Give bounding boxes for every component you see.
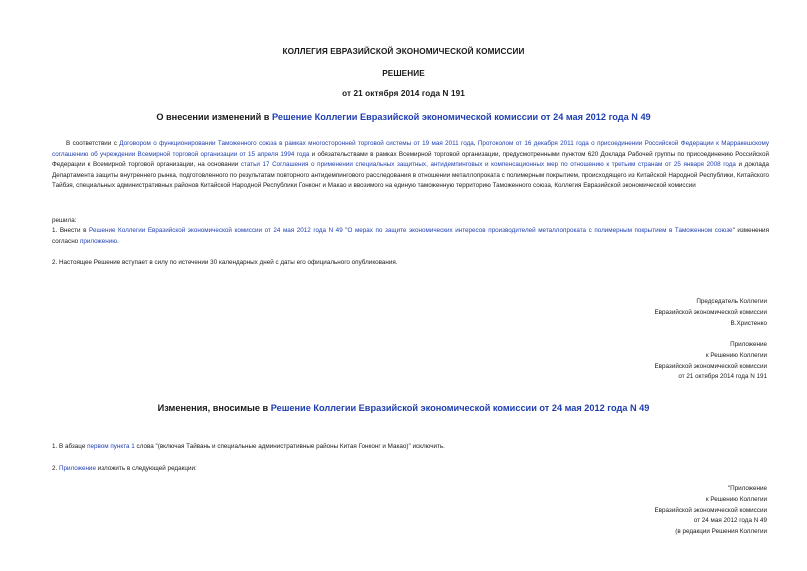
org-heading: КОЛЛЕГИЯ ЕВРАЗИЙСКОЙ ЭКОНОМИЧЕСКОЙ КОМИССИИ — [282, 47, 525, 56]
appendix-ref-line-3: Евразийской экономической комиссии — [654, 362, 767, 370]
agreement-article-17-link[interactable]: статьи 17 Соглашения о применении специальных защитных, антидемпинговых и компенсационных мер по отношению к третьим странам от 25 января 2008 года — [240, 161, 736, 169]
signature-line-1: Председатель Коллегии — [696, 298, 767, 305]
protocol-link[interactable]: Протоколом от 16 декабря 2011 года о присоединении Российской Федерации к Марракешскому соглашению об учреждении Всемирной торговой организации от 15 апреля 1994 года — [52, 140, 770, 158]
decision-title-prefix: О внесении изменений в — [156, 112, 272, 122]
item-1-text-4: . — [116, 237, 119, 245]
new-appendix-block — [654, 484, 767, 538]
new-appendix-line-2: к Решению Коллегии — [705, 495, 767, 503]
new-appendix-line-5: (в редакции Решения Коллегии — [675, 528, 767, 536]
signature-name: В.Христенко — [730, 319, 767, 327]
decision-title — [0, 112, 807, 122]
item-1-paragraph — [52, 226, 769, 247]
new-appendix-line-1: "Приложение — [727, 485, 767, 492]
appendix-link[interactable]: Приложение — [59, 465, 96, 472]
treaty-link[interactable]: Договором о функционировании Таможенного союза в рамках многосторонней торговой системы от 19 мая 2011 года — [119, 140, 474, 147]
item-2-paragraph: 2. Настоящее Решение вступает в силу по истечении 30 календарных дней с даты его официального опубликования. — [52, 259, 398, 266]
signature-block — [654, 297, 767, 329]
change-2-paragraph — [52, 464, 197, 474]
appendix-ref-line-1: Приложение — [730, 341, 767, 348]
item-1-measures-link[interactable]: О мерах по защите экономических интересов производителей металлопроката с полимерным покрытием в Таможенном союзе — [347, 227, 733, 234]
decision-49-link[interactable]: Решение Коллегии Евразийской экономической комиссии от 24 мая 2012 года N 49 — [271, 112, 651, 122]
change-2-text-1: 2. — [52, 465, 60, 472]
preamble-paragraph — [52, 139, 769, 192]
changes-decision-49-link[interactable]: Решение Коллегии Евразийской экономической комиссии от 24 мая 2012 года N 49 — [270, 403, 650, 413]
change-2-text-2: изложить в следующей редакции: — [95, 465, 197, 472]
doc-type-heading: РЕШЕНИЕ — [382, 69, 425, 78]
item-1-appendix-link[interactable]: приложению — [79, 237, 117, 245]
change-1-text-1: 1. В абзаце — [52, 443, 88, 450]
decision-date-number: от 21 октября 2014 года N 191 — [342, 89, 465, 98]
item-1-decision-link[interactable]: Решение Коллегии Евразийской экономической комиссии от 24 мая 2012 года N 49 — [89, 227, 343, 234]
item-1-text-3: " изменения согласно — [52, 227, 769, 245]
preamble-text-1: В соответствии с — [66, 140, 120, 147]
preamble-text-4: и доклада Департамента защиты внутреннего рынка, подготовленного по результатам повторного антидемпингового расследования в отношении металлопроката с полимерным покрытием, происходящего из Китайской Народной Республики, Китайского Тайбэя, специальных административных районов Китайской Народной Республики Гонконг и Макао и ввозимого на единую таможенную территорию Таможенного союза, Коллегия Евразийской экономической комиссии — [52, 161, 770, 190]
changes-title — [0, 403, 807, 413]
change-1-text-2: слова "(включая Тайвань и специальные административные районы Китая Гонконг и Макао)" исключить. — [134, 443, 445, 450]
change-1-paragraph — [52, 442, 445, 452]
item-1-text-1: 1. Внести в — [52, 227, 90, 234]
preamble-text-2: , — [473, 140, 478, 147]
new-appendix-line-3: Евразийской экономической комиссии — [654, 506, 767, 514]
changes-title-prefix: Изменения, вносимые в — [157, 403, 271, 413]
decided-label: решила: — [52, 217, 77, 224]
new-appendix-line-4: от 24 мая 2012 года N 49 — [693, 517, 767, 525]
preamble-text-3: и обязательствами в рамках Всемирной торговой организации, предусмотренными пунктом 620 Доклада Рабочей группы по присоединению Российской Федерации к Всемирной торговой организации, на основании — [52, 150, 769, 169]
item-1-text-2: " — [342, 227, 348, 234]
first-paragraph-point-1-link[interactable]: первом пункта 1 — [87, 443, 135, 450]
appendix-ref-line-2: к Решению Коллегии — [705, 351, 767, 359]
signature-line-2: Евразийской экономической комиссии — [654, 308, 767, 316]
appendix-reference-block — [654, 340, 767, 383]
appendix-ref-line-4: от 21 октября 2014 года N 191 — [678, 373, 767, 381]
